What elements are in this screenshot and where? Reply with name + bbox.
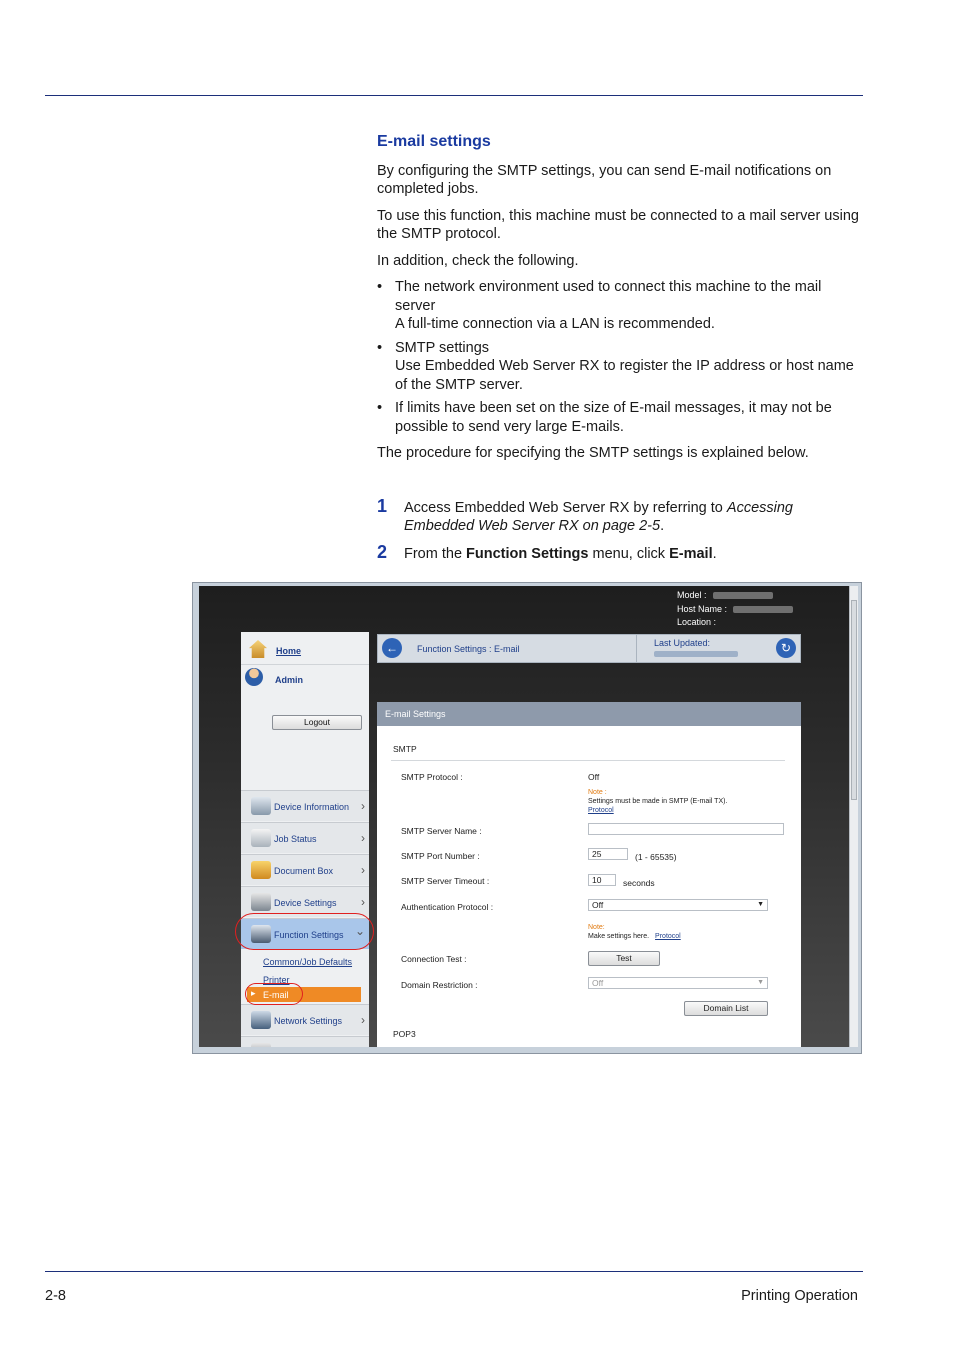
connection-test-label: Connection Test : — [401, 954, 467, 964]
smtp-port-input[interactable]: 25 — [588, 848, 628, 860]
smtp-timeout-label: SMTP Server Timeout : — [401, 876, 490, 886]
smtp-port-label: SMTP Port Number : — [401, 851, 480, 861]
auth-protocol-select[interactable] — [588, 899, 768, 911]
nav-device-information[interactable] — [241, 790, 369, 821]
step-2 — [377, 541, 861, 564]
nav-label: Job Status — [274, 834, 317, 844]
note-text — [588, 933, 681, 940]
admin-row — [241, 668, 369, 690]
smtp-timeout-unit: seconds — [623, 878, 655, 888]
breadcrumb-bar — [377, 634, 801, 663]
smtp-divider — [391, 760, 785, 761]
model-value-redacted — [713, 592, 773, 599]
step-item-name: E-mail — [669, 545, 713, 562]
bullet-main: SMTP settings — [395, 339, 490, 356]
panel-title: E-mail Settings — [377, 702, 801, 726]
bullet-glyph: • — [377, 400, 383, 416]
step-number: 2 — [377, 541, 388, 562]
back-arrow-icon[interactable]: ← — [382, 638, 402, 658]
dropdown-arrow-icon: ▼ — [757, 979, 764, 986]
bullet-main: If limits have been set on the size of E-mail messages, it may not be possible to send very large E-mails. — [395, 400, 832, 435]
last-updated-label: Last Updated: — [654, 638, 711, 648]
protocol-link[interactable]: Protocol — [655, 933, 681, 940]
chevron-right-icon: › — [361, 799, 365, 813]
bullet-sub: A full-time connection via a LAN is recommended. — [395, 316, 715, 332]
security-settings-icon — [251, 1043, 271, 1047]
smtp-protocol-value: Off — [588, 772, 600, 782]
arrow-right-icon: ▸ — [251, 988, 256, 998]
step-text: Access Embedded Web Server RX by referring to — [404, 499, 727, 516]
host-label: Host Name : — [677, 603, 728, 614]
last-updated-value-redacted — [654, 651, 738, 657]
step-menu-name: Function Settings — [466, 545, 589, 562]
bullet-glyph: • — [377, 339, 383, 356]
protocol-link[interactable]: Protocol — [588, 807, 614, 814]
breadcrumb: Function Settings : E-mail — [417, 644, 520, 654]
home-label: Home — [276, 646, 302, 656]
smtp-section-title: SMTP — [393, 744, 417, 754]
highlight-ring-email — [245, 983, 303, 1005]
domain-restriction-select[interactable] — [588, 977, 768, 989]
nav-label: Device Information — [274, 802, 350, 812]
bullet-network — [377, 278, 861, 334]
logout-button[interactable]: Logout — [272, 715, 362, 730]
scrollbar-thumb[interactable] — [851, 600, 857, 800]
domain-list-button[interactable]: Domain List — [684, 1001, 768, 1016]
nav-label: Document Box — [274, 866, 334, 876]
auth-protocol-value: Off — [592, 900, 604, 910]
nav-document-box[interactable] — [241, 854, 369, 885]
submenu-common-job-defaults[interactable]: Common/Job Defaults — [263, 957, 353, 967]
bullet-smtp — [377, 339, 861, 395]
chevron-right-icon: › — [361, 895, 365, 909]
step-text-mid: menu, click — [588, 545, 670, 562]
smtp-protocol-label: SMTP Protocol : — [401, 772, 463, 782]
procedure-intro: The procedure for specifying the SMTP settings is explained below. — [377, 445, 809, 461]
chevron-right-icon: › — [361, 831, 365, 845]
note-title: Note: — [588, 924, 605, 931]
smtp-timeout-input[interactable]: 10 — [588, 874, 616, 886]
nav-label: Network Settings — [274, 1016, 343, 1026]
test-button[interactable]: Test — [588, 951, 660, 966]
main-column — [377, 133, 861, 572]
smtp-server-name-label: SMTP Server Name : — [401, 826, 482, 836]
paragraph-requirement: To use this function, this machine must be connected to a mail server using the SMTP protocol. — [377, 207, 859, 242]
bullet-glyph: • — [377, 279, 383, 295]
nav-job-status[interactable] — [241, 822, 369, 853]
note-title: Note : — [588, 789, 607, 796]
bullet-size-limit — [377, 399, 861, 436]
auth-protocol-label: Authentication Protocol : — [401, 902, 494, 912]
screenshot-frame — [192, 582, 862, 1054]
dropdown-arrow-icon: ▼ — [757, 901, 764, 908]
smtp-port-range: (1 - 65535) — [635, 852, 677, 862]
paragraph-intro: By configuring the SMTP settings, you can send E-mail notifications on completed jobs. — [377, 162, 832, 197]
location-label: Location : — [677, 617, 717, 627]
section-title: E-mail settings — [377, 133, 491, 150]
user-icon — [245, 668, 263, 686]
highlight-ring-function-settings — [235, 913, 374, 950]
nav-label: Device Settings — [274, 898, 337, 908]
refresh-icon[interactable]: ↻ — [776, 638, 796, 658]
nav-network-settings[interactable] — [241, 1004, 369, 1035]
device-information-icon — [251, 797, 271, 815]
device-settings-icon — [251, 893, 271, 911]
network-settings-icon — [251, 1011, 271, 1029]
step-number: 1 — [377, 495, 388, 516]
model-label: Model : — [677, 590, 707, 600]
nav-label: Function Settings — [274, 930, 344, 940]
chevron-down-icon: ⌄ — [354, 924, 365, 938]
bullet-sub: Use Embedded Web Server RX to register the IP address or host name of the SMTP server. — [395, 358, 854, 393]
step-reference: Accessing Embedded Web Server RX on page 2-5 — [404, 499, 793, 534]
step-text: From the — [404, 545, 467, 562]
bullet-main: The network environment used to connect this machine to the mail server — [395, 279, 822, 314]
device-header — [677, 589, 793, 630]
home-link[interactable] — [241, 638, 369, 665]
divider — [636, 635, 637, 662]
job-status-icon — [251, 829, 271, 847]
home-icon — [249, 640, 267, 658]
note-text-main: Make settings here. — [588, 933, 650, 940]
note-text: Settings must be made in SMTP (E-mail TX). — [588, 798, 728, 805]
admin-label: Admin — [275, 675, 303, 685]
submenu-email-label: E-mail — [263, 990, 289, 1000]
submenu-printer[interactable]: Printer — [263, 975, 290, 985]
smtp-server-name-input[interactable] — [588, 823, 784, 835]
step-text-end: . — [712, 545, 717, 562]
chevron-right-icon: › — [361, 863, 365, 877]
settings-panel — [377, 702, 801, 1047]
page-number: 2-8 — [45, 1288, 66, 1304]
pop3-section-title: POP3 — [393, 1029, 416, 1039]
step-1 — [377, 495, 861, 536]
chevron-right-icon: › — [361, 1013, 365, 1027]
scrollbar[interactable] — [849, 586, 858, 1047]
paragraph-check: In addition, check the following. — [377, 252, 579, 269]
host-value-redacted — [733, 606, 793, 613]
top-rule — [45, 95, 863, 96]
domain-restriction-value: Off — [592, 978, 604, 988]
nav-security-settings-partial[interactable] — [241, 1036, 369, 1047]
chapter-title: Printing Operation — [741, 1288, 858, 1304]
domain-restriction-label: Domain Restriction : — [401, 980, 478, 990]
document-box-icon — [251, 861, 271, 879]
browser-viewport — [199, 586, 849, 1047]
step-text-end: . — [660, 518, 665, 534]
bottom-rule — [45, 1271, 863, 1272]
